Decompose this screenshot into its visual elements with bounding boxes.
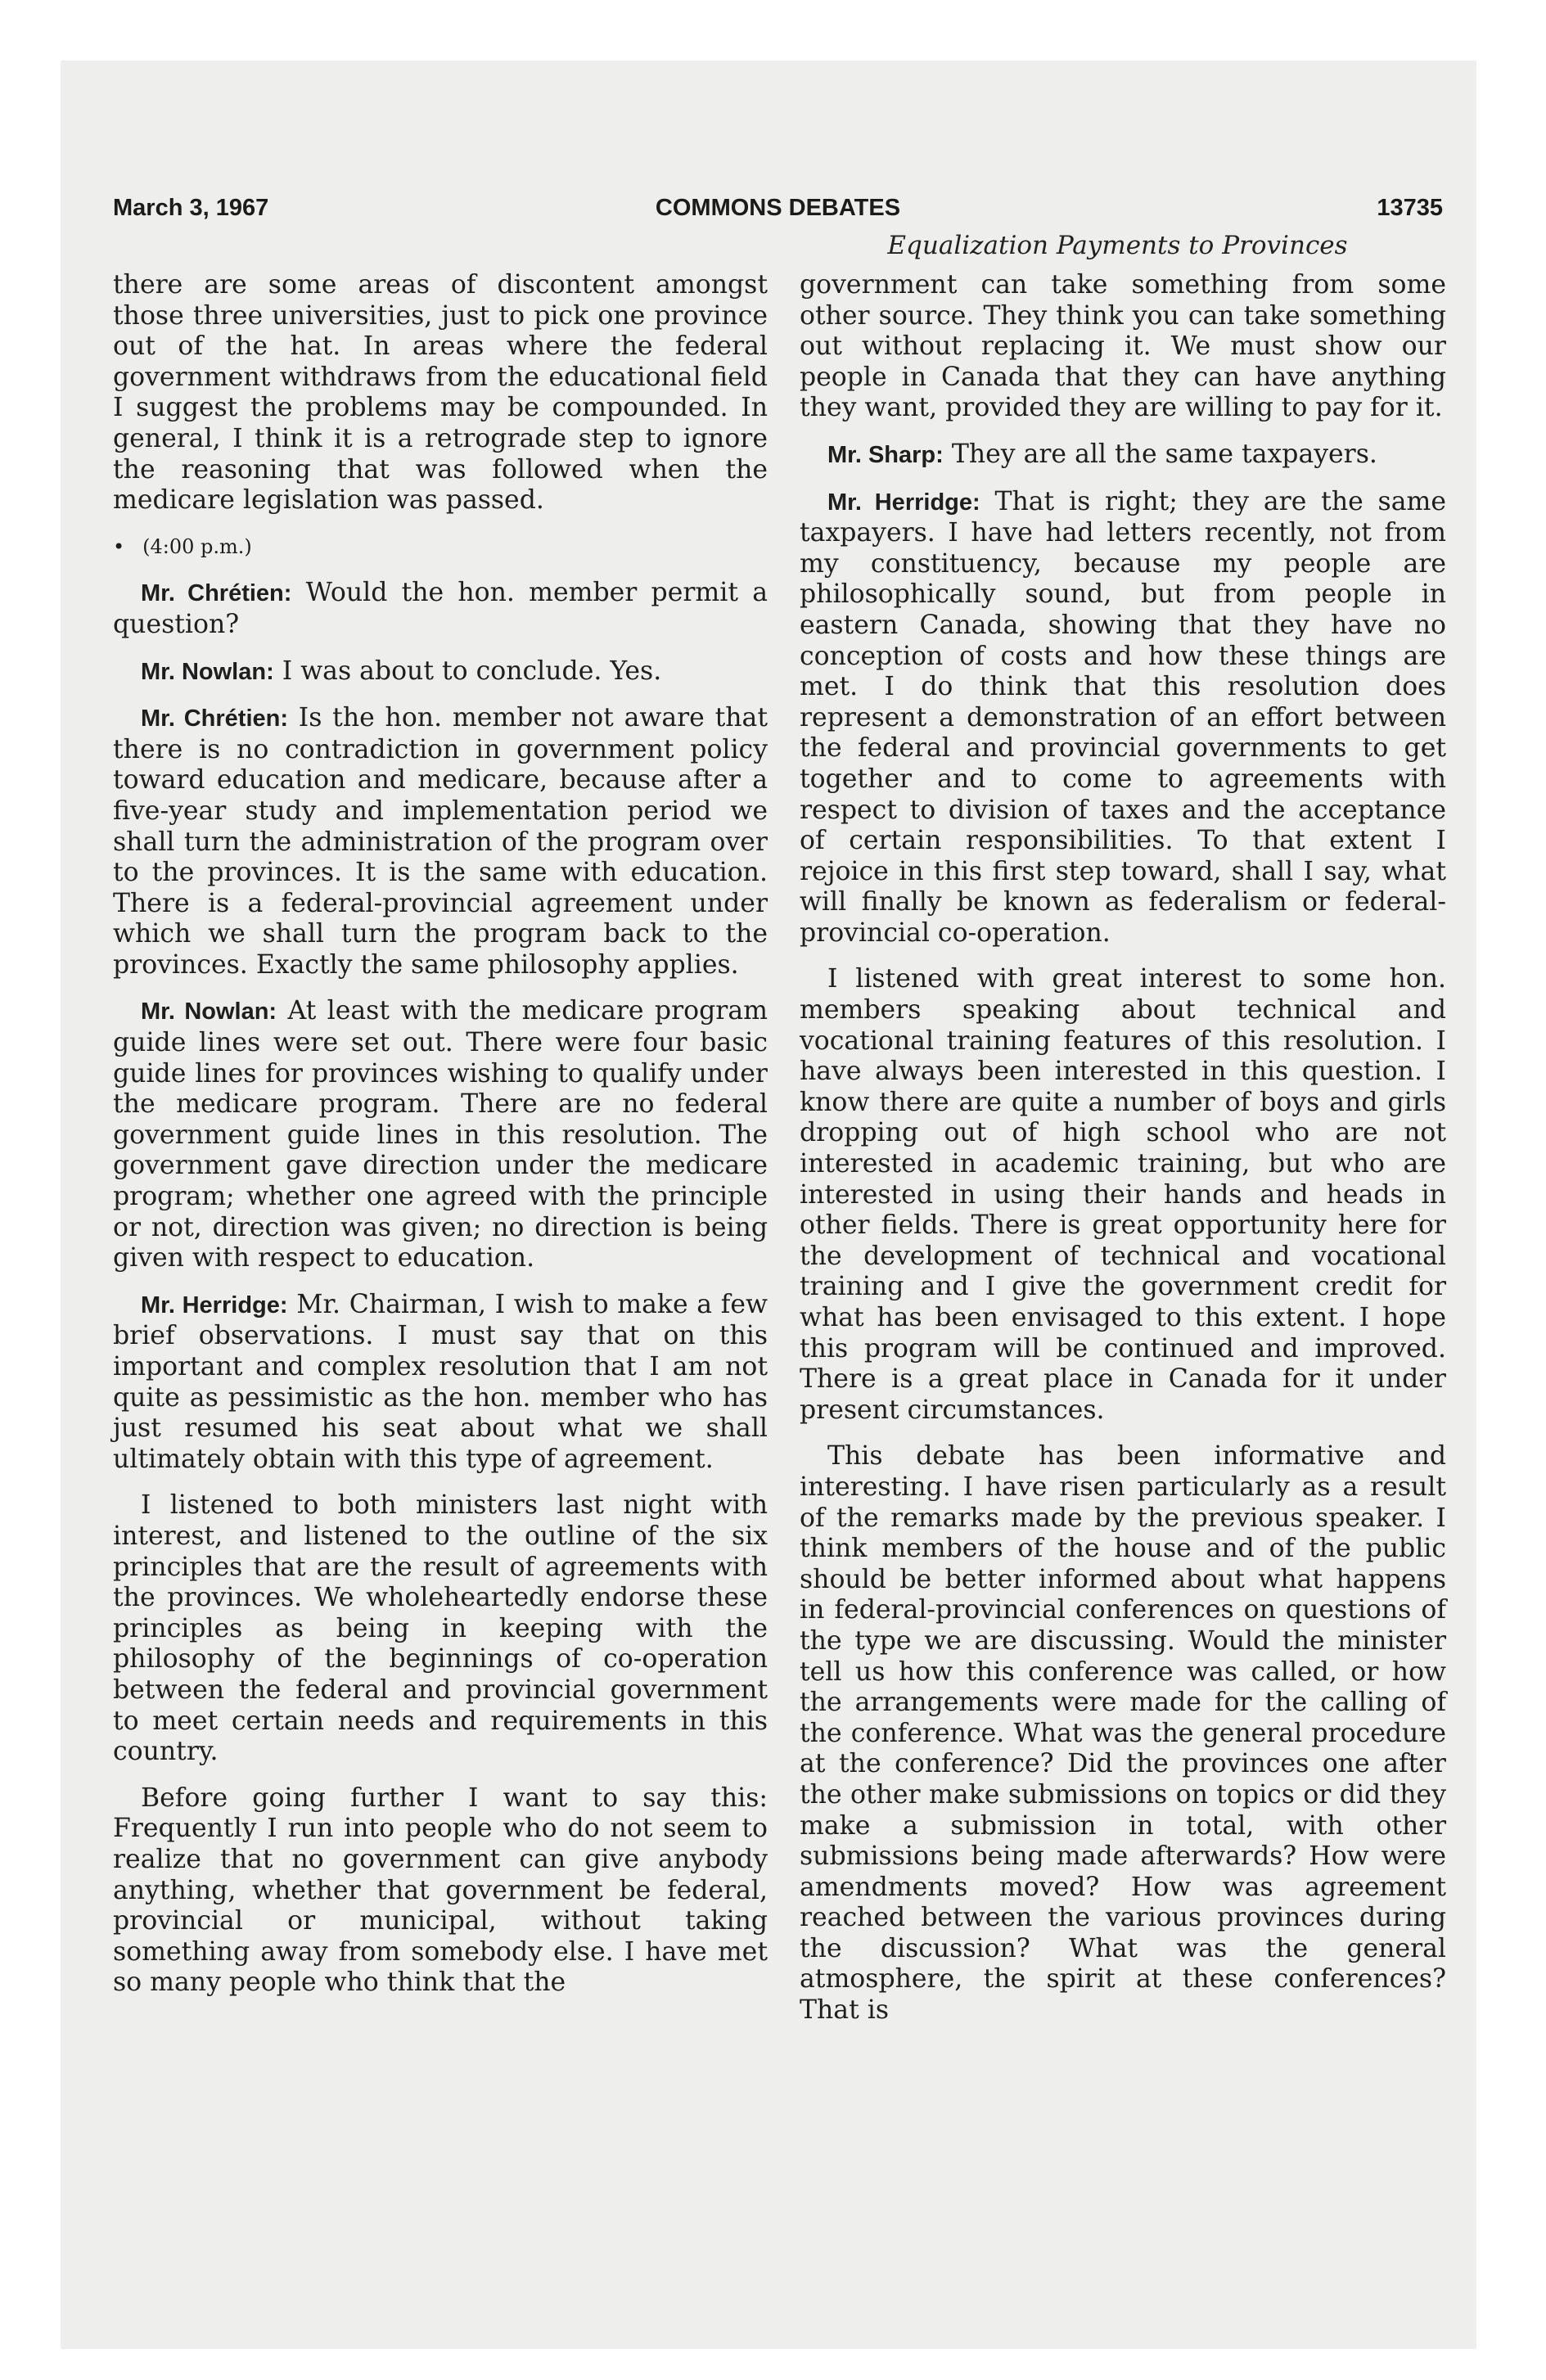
speaker-name: Mr. Nowlan: [141, 658, 274, 685]
right-column [800, 270, 1446, 2042]
speech-text: At least with the medicare program guide lines were set out. There were four basic guide lines for provinces wishing to qualify under the medicare program. There are no federal government guide lines in this resolution. The government gave direction under the medicare program; whether one agreed with the principle or not, direction was given; no direction is being given with respect to education. [113, 996, 768, 1273]
time-stamp [113, 532, 768, 563]
speaker-name: Mr. Chrétien: [141, 580, 292, 607]
speech-text: Would the hon. member permit a question? [113, 578, 768, 639]
speech [113, 1290, 768, 1476]
paragraph: I listened with great interest to some hon. members speaking about technical and vocational training features of this resolution. I have always been interested in this question. I know there are quite a number of boys and girls dropping out of high school who are not interested in academic training, but who are interested in using their hands and heads in other fields. There is great opportunity here for the development of technical and vocational training and I give the government credit for what has been envisaged to this extent. I hope this program will be continued and improved. There is a great place in Canada for it under present circumstances. [800, 964, 1446, 1425]
speech [113, 996, 768, 1273]
speech-text: That is right; they are the same taxpayers. I have had letters recently, not from my constituency, because my people are philosophically sound, but from people in eastern Canada, showing that they have no conception of costs and how these things are met. I do think that this resolution does represent a demonstration of an effort between the federal and provincial governments to get together and to come to agreements with respect to division of taxes and the acceptance of certain responsibilities. To that extent I rejoice in this first step toward, shall I say, what will finally be known as federalism or federal-provincial co-operation. [800, 486, 1447, 948]
speaker-name: Mr. Sharp: [827, 441, 944, 468]
speech [113, 578, 768, 640]
speech-text: They are all the same taxpayers. [943, 439, 1377, 469]
paragraph: Before going further I want to say this: Frequently I run into people who do not seem to realize that no government can give anybody anything, whether that government be federal, provincial or municipal, without taking something away from somebody else. I have met so many people who think that the [113, 1783, 768, 1998]
paragraph: This debate has been informative and interesting. I have risen particularly as a result of the remarks made by the previous speaker. I think members of the house and of the public should be better informed about what happens in federal-provincial conferences on questions of the type we are discussing. Would the minister tell us how this conference was called, or how the arrangements were made for the calling of the conference. What was the general procedure at the conference? Did the provinces one after the other make submissions on topics or did they make a submission in total, with other submissions being made afterwards? How were amendments moved? How was agreement reached between the various provinces during the discussion? What was the general atmosphere, the spirit at these conferences? That is [800, 1441, 1446, 2026]
speaker-name: Mr. Herridge: [827, 489, 980, 516]
speech-text: Mr. Chairman, I wish to make a few brief observations. I must say that on this important and complex resolution that I am not quite as pessimistic as the hon. member who has just resumed his seat about what we shall ultimately obtain with this type of agreement. [113, 1289, 768, 1474]
paragraph: I listened to both ministers last night with interest, and listened to the outline of the six principles that are the result of agreements with the provinces. We wholeheartedly endorse these principles as being in keeping with the philosophy of the beginnings of co-operation between the federal and provincial government to meet certain needs and requirements in this country. [113, 1490, 768, 1767]
speech-text: Is the hon. member not aware that there is no contradiction in government policy toward education and medicare, because after a five-year study and implementation period we shall turn the administration of the program over to the provinces. It is the same with education. There is a federal-provincial agreement under which we shall turn the program back to the provinces. Exactly the same philosophy applies. [113, 703, 768, 980]
left-column [113, 270, 768, 2014]
speaker-name: Mr. Herridge: [141, 1291, 288, 1318]
page-header [113, 195, 1443, 228]
header-page-number: 13735 [1377, 195, 1443, 221]
header-date: March 3, 1967 [113, 195, 269, 221]
speech-text: I was about to conclude. Yes. [273, 656, 662, 686]
speech [800, 487, 1446, 949]
speech [113, 656, 768, 688]
speech [800, 439, 1446, 471]
speaker-name: Mr. Nowlan: [141, 998, 277, 1025]
running-head: Equalization Payments to Provinces [887, 231, 1348, 260]
speaker-name: Mr. Chrétien: [141, 705, 289, 732]
paragraph: government can take something from some other source. They think you can take something out without replacing it. We must show our people in Canada that they can have anything they want, provided they are willing to pay for it. [800, 270, 1446, 423]
speech [113, 703, 768, 980]
header-title: COMMONS DEBATES [655, 195, 901, 221]
bullet-icon: • [113, 534, 125, 558]
paragraph: there are some areas of discontent amongst those three universities, just to pick one province out of the hat. In areas where the federal government withdraws from the educational field I suggest the problems may be compounded. In general, I think it is a retrograde step to ignore the reasoning that was followed when the medicare legislation was passed. [113, 270, 768, 516]
time-text: (4:00 p.m.) [142, 534, 252, 558]
